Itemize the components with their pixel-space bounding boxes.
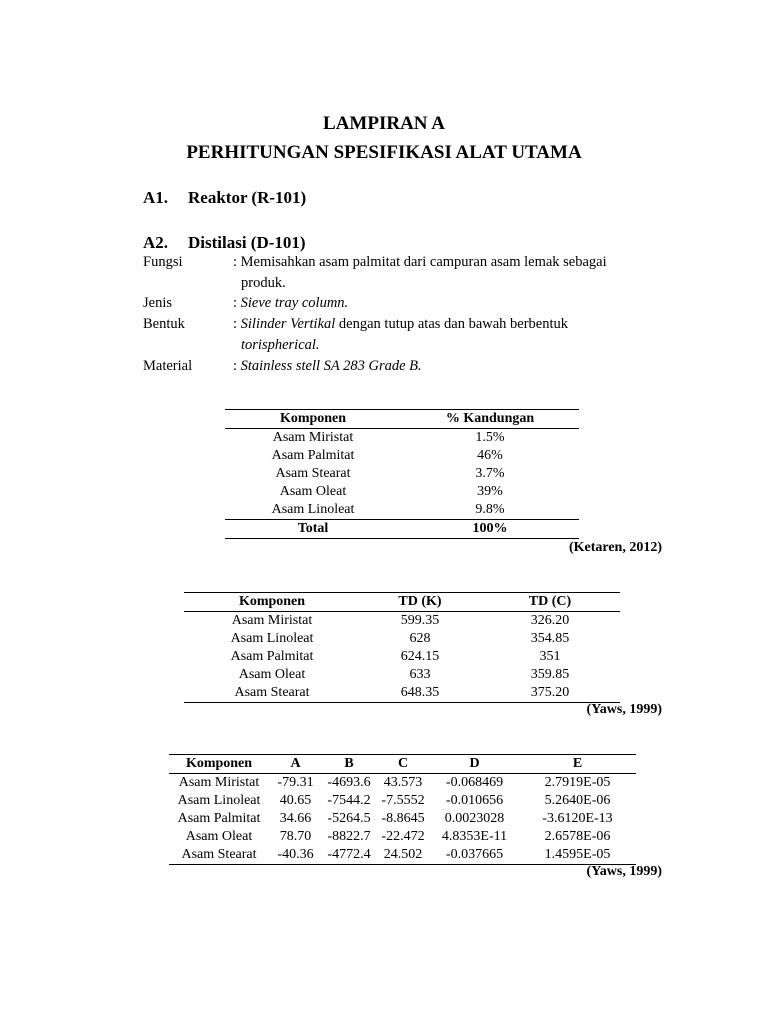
table-cell: 24.502 — [376, 846, 430, 865]
table-cell: -22.472 — [381, 829, 425, 844]
spec-value — [233, 293, 633, 314]
table-cell: 1.5% — [475, 430, 505, 445]
table-cell: 375.20 — [480, 684, 620, 703]
table-row — [184, 666, 620, 684]
table-cell: 3.7% — [475, 466, 505, 481]
section-number: A2. — [143, 233, 169, 252]
table-row — [225, 429, 579, 448]
table-row — [169, 774, 636, 793]
table-row — [169, 846, 636, 865]
table-cell: 4.8353E-11 — [441, 829, 508, 844]
table-cell: 43.573 — [383, 775, 423, 790]
table-row — [225, 447, 579, 465]
column-header: Komponen — [184, 593, 360, 612]
table-row — [225, 501, 579, 520]
table-cell: Asam Palmitat — [271, 448, 355, 463]
table-cell: 5.2640E-06 — [544, 793, 611, 808]
spec-colon: : — [233, 316, 241, 332]
table-header-row — [169, 755, 636, 774]
table-cell: Asam Linoleat — [177, 793, 261, 808]
table-cell: -0.068469 — [445, 775, 504, 790]
spec-label: Material — [143, 358, 193, 374]
spec-value — [233, 314, 633, 356]
table-row — [169, 792, 636, 810]
table-cell: 1.4595E-05 — [519, 846, 636, 865]
table-row — [169, 810, 636, 828]
spec-label: Fungsi — [143, 254, 183, 270]
table-cell: -0.010656 — [445, 793, 504, 808]
table-cell: 624.15 — [400, 649, 440, 664]
table-cell: -8822.7 — [327, 829, 371, 844]
page-subtitle: PERHITUNGAN SPESIFIKASI ALAT UTAMA — [186, 142, 582, 163]
spec-label: Bentuk — [143, 316, 185, 332]
table-cell: -8.8645 — [381, 811, 425, 826]
spec-value-text: Sieve tray column. — [240, 295, 349, 311]
table-cell: 40.65 — [279, 793, 312, 808]
table-cell: 354.85 — [530, 631, 570, 646]
table-row — [184, 630, 620, 648]
table-cell: Asam Miristat — [231, 613, 313, 628]
table-cell: -0.037665 — [430, 846, 519, 865]
table-cell: 2.7919E-05 — [544, 775, 611, 790]
table-cell: 359.85 — [530, 667, 570, 682]
spec-value-line: produk. — [241, 275, 286, 291]
spec-value-line: : Memisahkan asam palmitat dari campuran asam lemak sebagai — [233, 254, 607, 270]
section-title: Reaktor (R-101) — [188, 188, 307, 207]
section-title: Distilasi (D-101) — [188, 233, 306, 252]
spec-colon: : — [233, 295, 241, 311]
column-header: C — [376, 755, 430, 774]
table-cell: -5264.5 — [327, 811, 371, 826]
table-row — [225, 483, 579, 501]
table-cell: Asam Oleat — [185, 829, 253, 844]
table-cell: 599.35 — [400, 613, 440, 628]
spec-value-text: Stainless stell SA 283 Grade B. — [240, 358, 422, 374]
table-cell: 78.70 — [279, 829, 312, 844]
column-header: E — [519, 755, 636, 774]
column-header: TD (C) — [480, 593, 620, 612]
table-row — [184, 684, 620, 703]
table-cell: Asam Miristat — [178, 775, 260, 790]
table-cell: 351 — [539, 649, 561, 664]
spec-value-line: torispherical. — [241, 337, 320, 353]
spec-value — [233, 252, 633, 294]
table-cell: Asam Palmitat — [177, 811, 261, 826]
table-row — [225, 465, 579, 483]
table-cell: 326.20 — [530, 613, 570, 628]
antoine-constants-table — [169, 754, 636, 865]
spec-label: Jenis — [143, 295, 172, 311]
table-cell: Asam Linoleat — [225, 501, 401, 520]
table-header-row — [184, 593, 620, 612]
spec-value-text: dengan tutup atas dan bawah berbentuk — [335, 316, 569, 332]
table-cell: Asam Stearat — [275, 466, 351, 481]
table-cell: 0.0023028 — [444, 811, 505, 826]
table-cell: -79.31 — [277, 775, 314, 790]
table-cell: 46% — [477, 448, 503, 463]
table-source: (Ketaren, 2012) — [568, 540, 662, 555]
table-source: (Yaws, 1999) — [586, 864, 662, 879]
table-source: (Yaws, 1999) — [586, 702, 662, 717]
table-header-row — [225, 410, 579, 429]
table-cell: Asam Oleat — [238, 667, 306, 682]
section-number: A1. — [143, 188, 169, 207]
table-cell: -40.36 — [269, 846, 322, 865]
table-cell: 39% — [477, 484, 503, 499]
table-row — [169, 828, 636, 846]
table-cell: 100% — [401, 520, 579, 539]
table-cell: Total — [225, 520, 401, 539]
table-cell: -7.5552 — [381, 793, 425, 808]
table-total-row — [225, 520, 579, 539]
page-title: LAMPIRAN A — [323, 113, 445, 134]
table-row — [184, 648, 620, 666]
spec-value — [233, 356, 633, 377]
table-row — [184, 612, 620, 631]
table-cell: 628 — [409, 631, 431, 646]
table-cell: Asam Palmitat — [230, 649, 314, 664]
table-cell: 648.35 — [360, 684, 480, 703]
section-a2 — [143, 234, 306, 251]
table-cell: Asam Stearat — [169, 846, 269, 865]
table-cell: 633 — [409, 667, 431, 682]
table-cell: -3.6120E-13 — [542, 811, 613, 826]
column-header: B — [322, 755, 376, 774]
column-header: % Kandungan — [401, 410, 579, 429]
composition-table — [225, 409, 579, 539]
column-header: TD (K) — [360, 593, 480, 612]
column-header: Komponen — [169, 755, 269, 774]
spec-value-italic: Silinder Vertikal — [240, 316, 336, 332]
table-cell: Asam Linoleat — [230, 631, 314, 646]
table-cell: -7544.2 — [327, 793, 371, 808]
spec-colon: : — [233, 358, 241, 374]
table-cell: 2.6578E-06 — [544, 829, 611, 844]
table-cell: Asam Miristat — [272, 430, 354, 445]
section-a1 — [143, 189, 306, 206]
table-cell: 9.8% — [401, 501, 579, 520]
table-cell: Asam Stearat — [184, 684, 360, 703]
boiling-point-table — [184, 592, 620, 703]
column-header: Komponen — [225, 410, 401, 429]
table-cell: -4693.6 — [327, 775, 371, 790]
column-header: A — [269, 755, 322, 774]
table-cell: -4772.4 — [322, 846, 376, 865]
table-cell: 34.66 — [279, 811, 312, 826]
table-cell: Asam Oleat — [279, 484, 347, 499]
column-header: D — [430, 755, 519, 774]
